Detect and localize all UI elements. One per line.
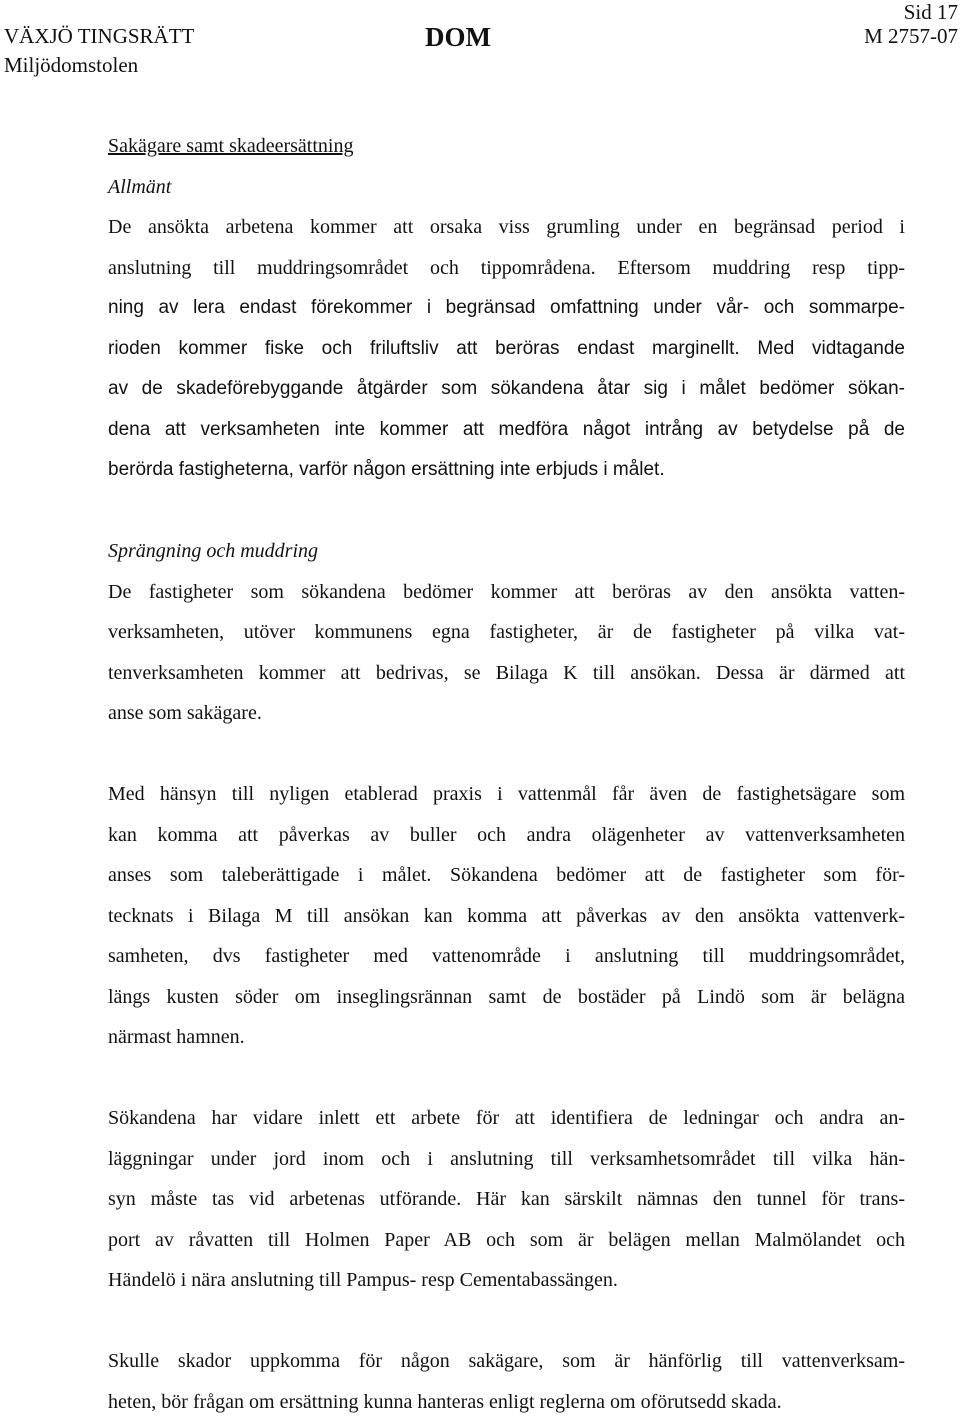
section-title: Sakägare samt skadeersättning	[108, 126, 905, 167]
document-type: DOM	[425, 22, 491, 52]
paragraph-line: rioden kommer fiske och friluftsliv att beröras endast marginellt. Med vidtagande	[108, 329, 905, 370]
paragraph-line: anse som sakägare.	[108, 693, 905, 734]
paragraph-line: De ansökta arbetena kommer att orsaka viss grumling under en begränsad period i	[108, 207, 905, 248]
paragraph-line: av de skadeförebyggande åtgärder som sökandena åtar sig i målet bedömer sökan-	[108, 369, 905, 410]
case-number: M 2757-07	[864, 24, 958, 48]
paragraph-line: längs kusten söder om inseglingsrännan samt de bostäder på Lindö som är belägna	[108, 977, 905, 1018]
paragraph-pipelines	[108, 1098, 905, 1301]
paragraph-property-owners	[108, 572, 905, 734]
paragraph-line: berörda fastigheterna, varför någon ersättning inte erbjuds i målet.	[108, 450, 905, 491]
paragraph-practice	[108, 774, 905, 1058]
court-name: VÄXJÖ TINGSRÄTT	[4, 24, 194, 48]
paragraph-line: De fastigheter som sökandena bedömer kommer att beröras av den ansökta vatten-	[108, 572, 905, 613]
paragraph-line: närmast hamnen.	[108, 1017, 905, 1058]
paragraph-line: anses som taleberättigade i målet. Sökandena bedömer att de fastigheter som för-	[108, 855, 905, 896]
paragraph-line: port av råvatten till Holmen Paper AB och som är belägen mellan Malmölandet och	[108, 1220, 905, 1261]
paragraph-line: kan komma att påverkas av buller och andra olägenheter av vattenverksamheten	[108, 815, 905, 856]
paragraph-line: heten, bör frågan om ersättning kunna hanteras enligt reglerna om oförutsedd skada.	[108, 1382, 905, 1422]
paragraph-line: anslutning till muddringsområdet och tippområdena. Eftersom muddring resp tipp-	[108, 248, 905, 289]
paragraph-line: samheten, dvs fastigheter med vattenområde i anslutning till muddringsområdet,	[108, 936, 905, 977]
paragraph-line: verksamheten, utöver kommunens egna fastigheter, är de fastigheter på vilka vat-	[108, 612, 905, 653]
paragraph-general	[108, 207, 905, 491]
paragraph-line: Sökandena har vidare inlett ett arbete för att identifiera de ledningar och andra an-	[108, 1098, 905, 1139]
paragraph-line: Skulle skador uppkomma för någon sakägare, som är hänförlig till vattenverksam-	[108, 1341, 905, 1382]
subheading-blasting: Sprängning och muddring	[108, 531, 905, 572]
court-division: Miljödomstolen	[4, 53, 138, 77]
paragraph-line: tecknats i Bilaga M till ansökan kan komma att påverkas av den ansökta vattenverk-	[108, 896, 905, 937]
paragraph-line: Med hänsyn till nyligen etablerad praxis i vattenmål får även de fastighetsägare som	[108, 774, 905, 815]
page-number: Sid 17	[904, 0, 958, 24]
paragraph-damages	[108, 1341, 905, 1422]
paragraph-line: dena att verksamheten inte kommer att medföra något intrång av betydelse på de	[108, 410, 905, 451]
subheading-general: Allmänt	[108, 167, 905, 208]
paragraph-line: ning av lera endast förekommer i begränsad omfattning under vår- och sommarpe-	[108, 288, 905, 329]
paragraph-line: syn måste tas vid arbetenas utförande. Här kan särskilt nämnas den tunnel för trans-	[108, 1179, 905, 1220]
paragraph-line: Händelö i nära anslutning till Pampus- resp Cementabassängen.	[108, 1260, 905, 1301]
paragraph-line: läggningar under jord inom och i anslutning till verksamhetsområdet till vilka hän-	[108, 1139, 905, 1180]
document-body	[108, 126, 905, 1422]
paragraph-line: tenverksamheten kommer att bedrivas, se Bilaga K till ansökan. Dessa är därmed att	[108, 653, 905, 694]
